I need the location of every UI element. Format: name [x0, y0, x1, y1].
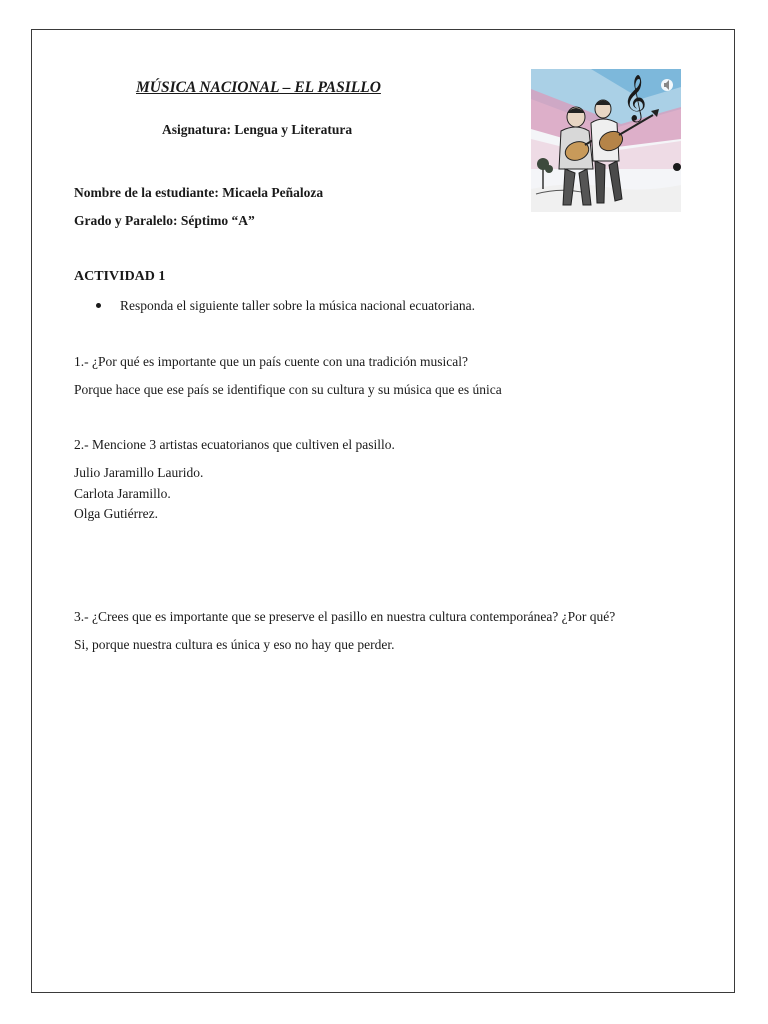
question-2: 2.- Mencione 3 artistas ecuatorianos que cultiven el pasillo.: [74, 437, 395, 452]
subject-line: Asignatura: Lengua y Literatura: [162, 122, 353, 137]
instruction-text: Responda el siguiente taller sobre la música nacional ecuatoriana.: [120, 298, 475, 313]
question-3: 3.- ¿Crees que es importante que se preserve el pasillo en nuestra cultura contemporánea? ¿Por qué?: [74, 609, 616, 624]
bullet-icon: [96, 303, 101, 308]
answer-2-artist: Carlota Jaramillo.: [74, 486, 171, 501]
svg-text:𝄞: 𝄞: [623, 75, 647, 121]
instruction-bullet: [96, 298, 475, 314]
answer-1: Porque hace que ese país se identifique con su cultura y su música que es única: [74, 382, 502, 397]
answer-2-artist: Olga Gutiérrez.: [74, 506, 158, 521]
activity-heading: ACTIVIDAD 1: [74, 269, 166, 284]
question-1: 1.- ¿Por qué es importante que un país cuente con una tradición musical?: [74, 354, 468, 369]
pasillo-musicians-illustration: [531, 69, 681, 212]
answer-3: Si, porque nuestra cultura es única y eso no hay que perder.: [74, 637, 395, 652]
student-name: Nombre de la estudiante: Micaela Peñaloza: [74, 185, 324, 200]
answer-2-artist: Julio Jaramillo Laurido.: [74, 465, 204, 480]
document-title: MÚSICA NACIONAL – EL PASILLO: [136, 79, 381, 96]
grade-line: Grado y Paralelo: Séptimo “A”: [74, 213, 255, 228]
